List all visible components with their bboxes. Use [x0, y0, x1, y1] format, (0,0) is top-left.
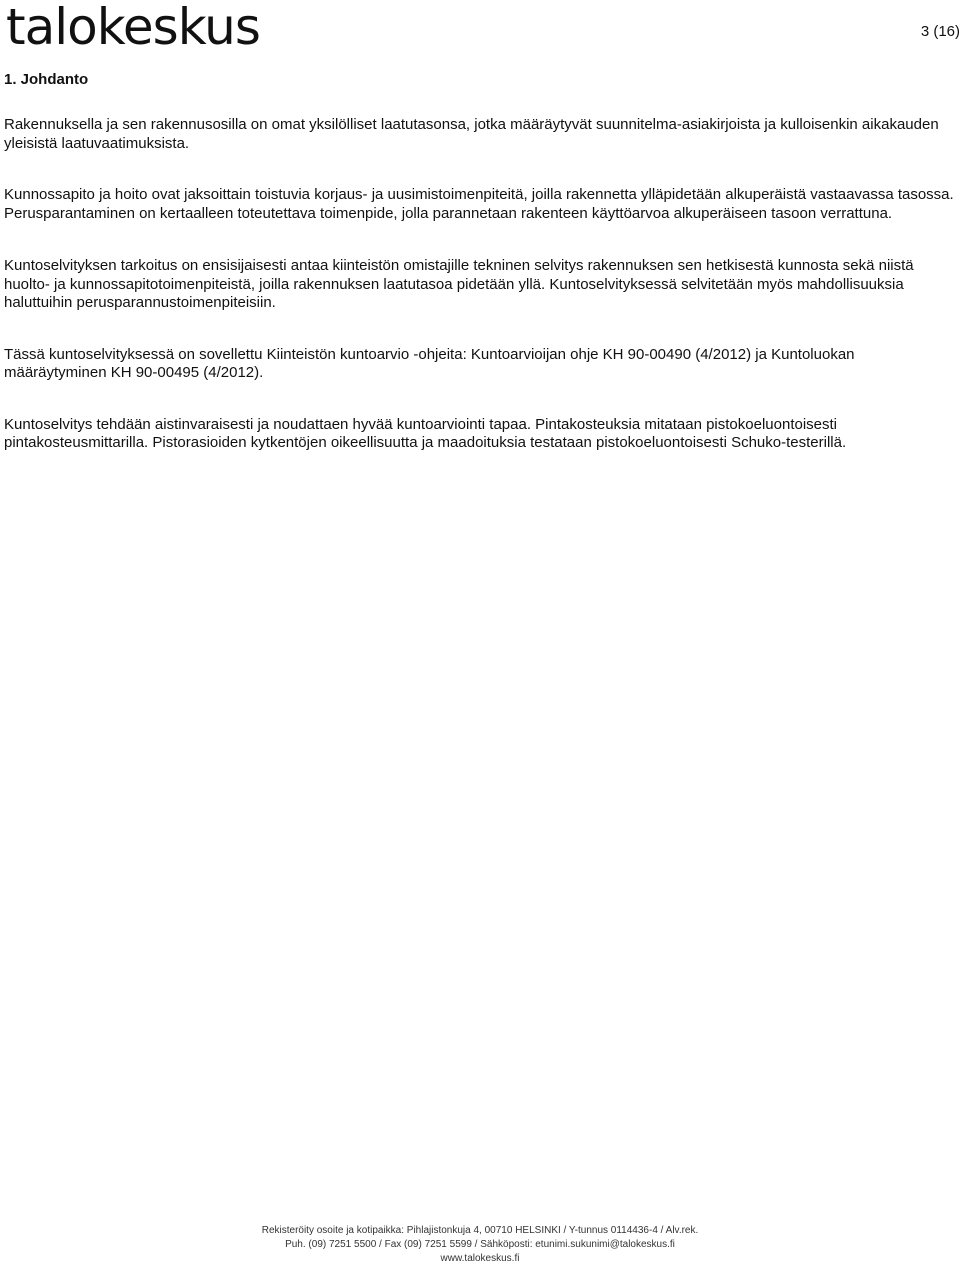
paragraph-quality-levels: Rakennuksella ja sen rakennusosilla on omat yksilölliset laatutasonsa, jotka määräytyvät suunnitelma-asiakirjoista ja kulloisenkin aikakauden yleisistä laatuvaatimuksista. — [4, 116, 939, 152]
talokeskus-logo: talokeskus — [6, 0, 260, 56]
footer-contact: Puh. (09) 7251 5500 / Fax (09) 7251 5599 / Sähköposti: etunimi.sukunimi@talokeskus.fi — [285, 1239, 675, 1250]
footer-address: Rekisteröity osoite ja kotipaikka: Pihlajistonkuja 4, 00710 HELSINKI / Y-tunnus 0114436-4 / Alv.rek. — [261, 1225, 699, 1236]
footer-website: www.talokeskus.fi — [440, 1253, 520, 1264]
paragraph-purpose: Kuntoselvityksen tarkoitus on ensisijaisesti antaa kiinteistön omistajille tekninen selvitys rakennuksen sen hetkisestä kunnosta sekä niistä huolto- ja kunnossapitotoimenpiteistä, joilla rakennuksen laatutasoa pidetään yllä. Kuntoselvityksessä selvitetään myös mahdollisuuksia haluttuihin perusparannustoimenpiteisiin. — [4, 257, 914, 311]
page-footer — [0, 1224, 960, 1266]
body-text — [4, 116, 954, 453]
page-number: 3 (16) — [920, 23, 960, 40]
paragraph-guidelines: Tässä kuntoselvityksessä on sovellettu Kiinteistön kuntoarvio -ohjeita: Kuntoarvioijan ohje KH 90-00490 (4/2012) ja Kuntoluokan määräytyminen KH 90-00495 (4/2012). — [4, 345, 855, 381]
paragraph-maintenance: Kunnossapito ja hoito ovat jaksoittain toistuvia korjaus- ja uusimistoimenpiteitä, joilla rakennetta ylläpidetään alkuperäistä vastaavassa tasossa. Perusparantaminen on kertaalleen toteutettava toimenpide, jolla parannetaan rakenteen käyttöarvoa alkuperäiseen tasoon verrattuna. — [4, 186, 954, 222]
section-heading: 1. Johdanto — [4, 71, 89, 88]
paragraph-method: Kuntoselvitys tehdään aistinvaraisesti ja noudattaen hyvää kuntoarviointi tapaa. Pintakosteuksia mitataan pistokoeluontoisesti pintakosteusmittarilla. Pistorasioiden kytkentöjen oikeellisuutta ja maadoituksia testataan pistokoeluontoisesti Schuko-testerillä. — [4, 415, 847, 451]
